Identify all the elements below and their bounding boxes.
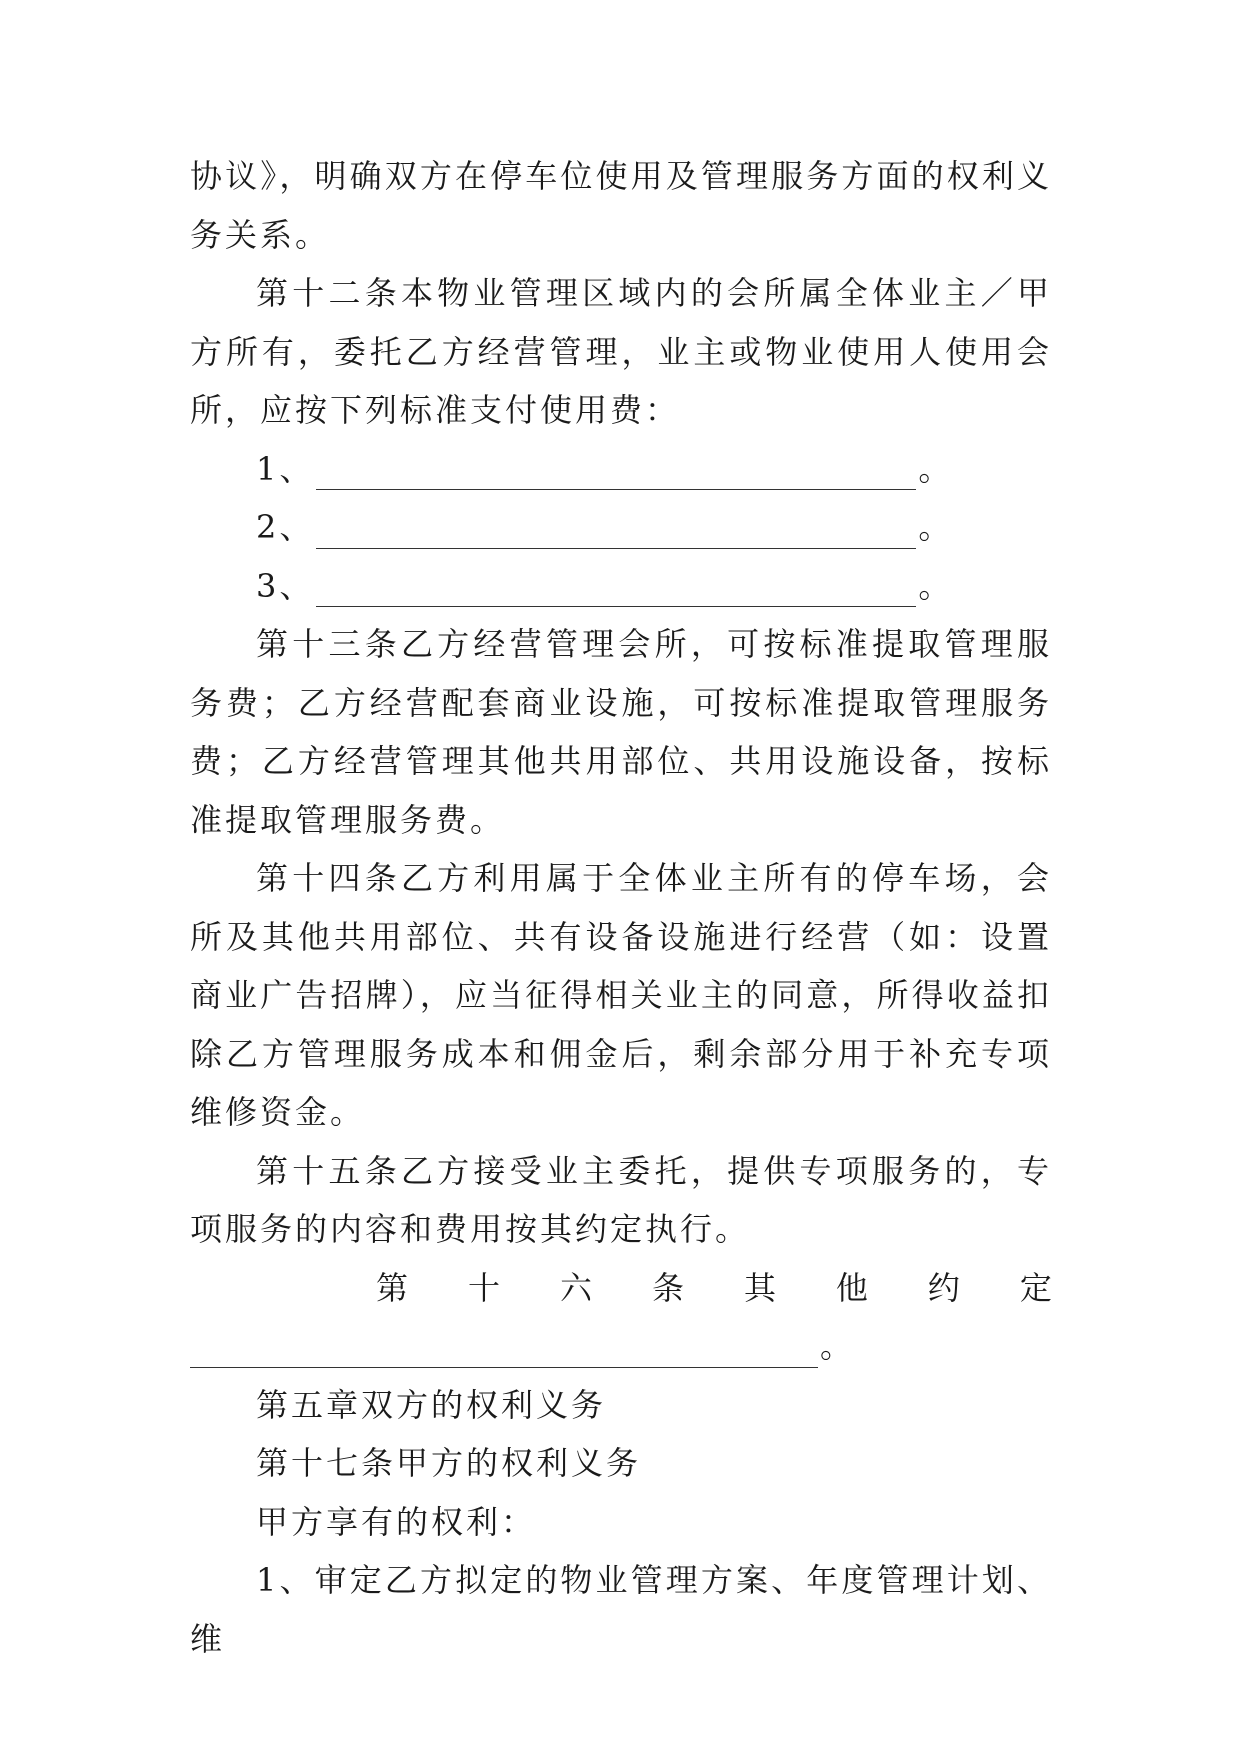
- paragraph-article-14: 第十四条乙方利用属于全体业主所有的停车场，会所及其他共用部位、共有设备设施进行经营（如：设置商业广告招牌），应当征得相关业主的同意，所得收益扣除乙方管理服务成本和佣金后，剩余部分用于补充专项维修资金。: [190, 859, 1052, 1131]
- party-a-right-item-1: 1、审定乙方拟定的物业管理方案、年度管理计划、维: [190, 1561, 1052, 1658]
- blank-item-3: [190, 557, 1052, 616]
- blank-item-2: [190, 498, 1052, 557]
- paragraph-article-13: 第十三条乙方经营管理会所，可按标准提取管理服务费；乙方经营配套商业设施，可按标准提取管理服务费；乙方经营管理其他共用部位、共用设施设备，按标准提取管理服务费。: [190, 625, 1052, 839]
- fill-in-blank-line: [190, 1331, 818, 1368]
- article-16-char: 六: [559, 1268, 592, 1307]
- article-16-char: 第: [376, 1268, 409, 1307]
- blank-item-number: 3、: [256, 566, 315, 605]
- article-16-char: 约: [927, 1268, 960, 1307]
- article-16-char: 他: [835, 1268, 868, 1307]
- article-16-char: 其: [743, 1268, 776, 1307]
- blank-item-end: 。: [918, 449, 954, 488]
- article-16-char: 十: [467, 1268, 500, 1307]
- article-17-heading: 第十七条甲方的权利义务: [256, 1444, 642, 1482]
- paragraph-article-16-heading: [190, 1259, 1052, 1318]
- fill-in-blank-line: [316, 453, 916, 490]
- party-a-rights-heading: 甲方享有的权利：: [256, 1502, 537, 1541]
- paragraph-agreement-end: 协议》，明确双方在停车位使用及管理服务方面的权利义务关系。: [190, 157, 1052, 254]
- article-16-char: 条: [651, 1268, 684, 1307]
- document-page: [190, 147, 1052, 1668]
- chapter-5-heading: 第五章双方的权利义务: [256, 1385, 607, 1424]
- blank-item-1: [190, 440, 1052, 499]
- blank-item-end: 。: [918, 508, 954, 546]
- blank-item-number: 1、: [256, 449, 315, 488]
- fill-in-blank-line: [316, 512, 916, 549]
- article-16-char: 定: [1019, 1268, 1052, 1307]
- blank-item-end: 。: [918, 566, 954, 605]
- paragraph-article-15: 第十五条乙方接受业主委托，提供专项服务的，专项服务的内容和费用按其约定执行。: [190, 1151, 1052, 1248]
- paragraph-article-12: 第十二条本物业管理区域内的会所属全体业主／甲方所有，委托乙方经营管理，业主或物业使用人使用会所，应按下列标准支付使用费：: [190, 274, 1052, 429]
- fill-in-blank-line: [316, 570, 916, 607]
- article-16-blank: [190, 1317, 1052, 1376]
- article-16-end: 。: [820, 1327, 856, 1365]
- blank-item-number: 2、: [256, 508, 315, 546]
